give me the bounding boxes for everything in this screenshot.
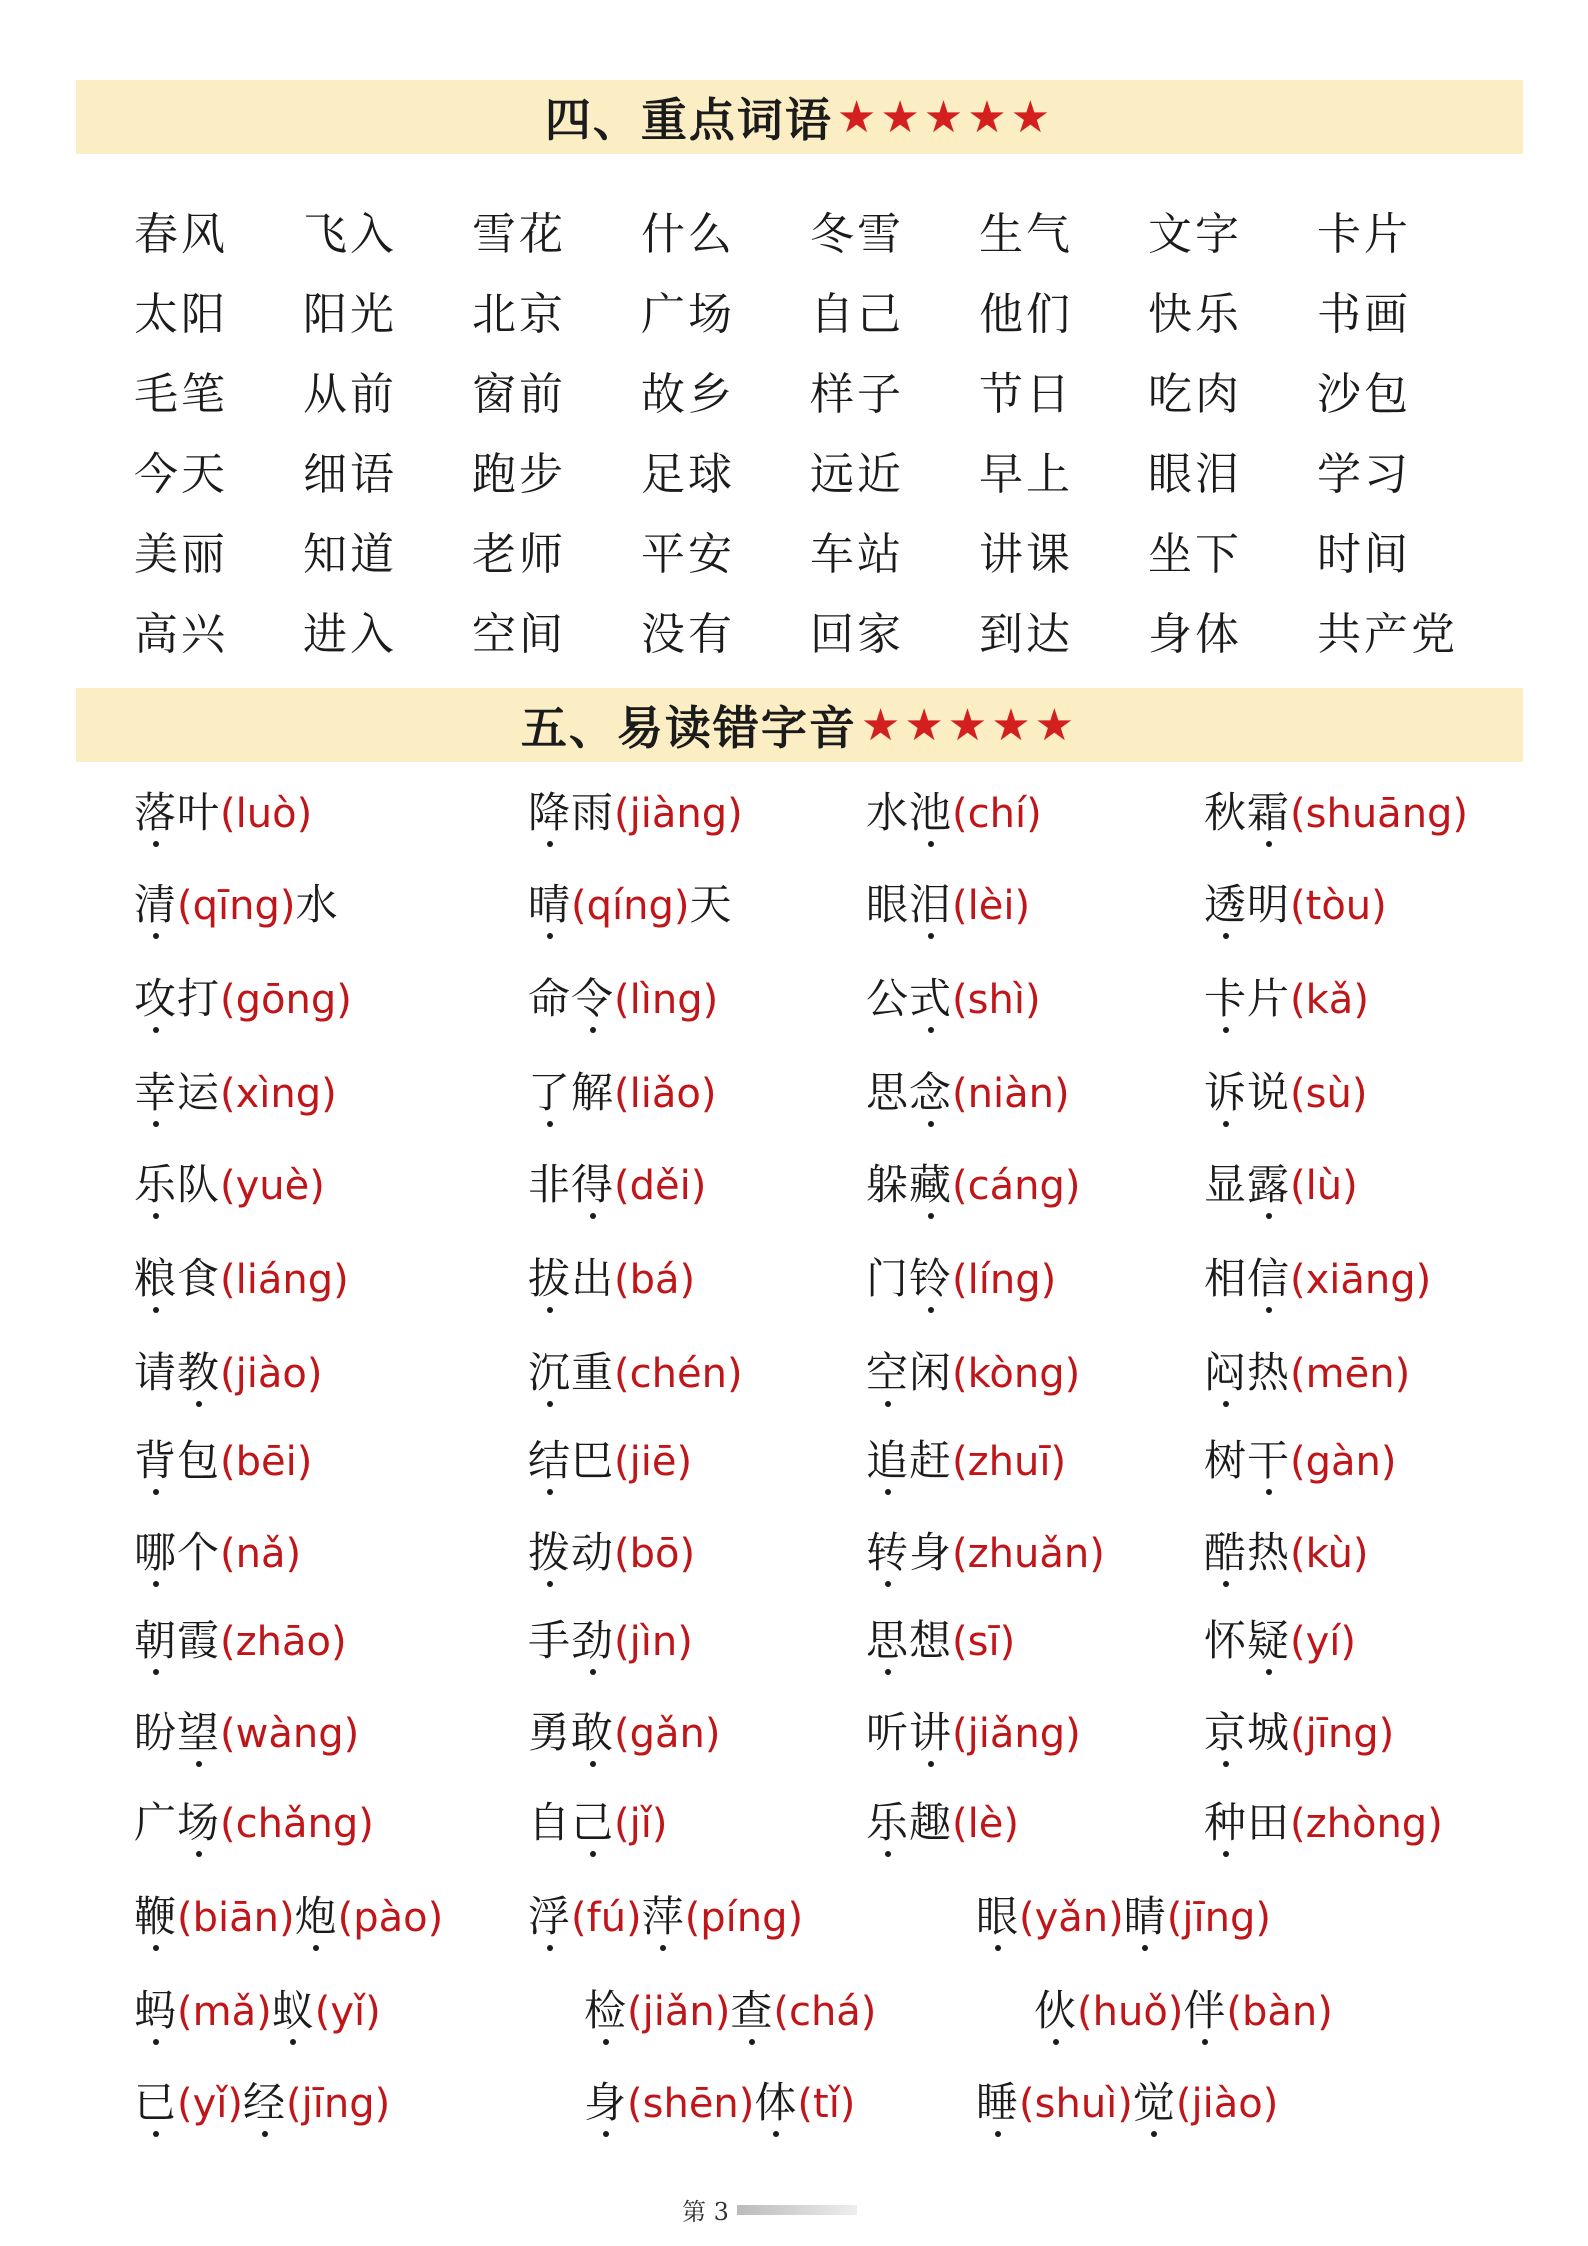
pronunciation-entry: [1204, 966, 1369, 1026]
section5-rating-stars: ★★★★★: [860, 699, 1079, 751]
character: 显: [1204, 1160, 1248, 1209]
character: 个: [177, 1528, 221, 1577]
vocab-word: 平安: [641, 529, 735, 580]
vocab-word: 冬雪: [810, 209, 904, 260]
pinyin: (chén): [614, 1351, 743, 1397]
pinyin: (cáng): [952, 1163, 1081, 1209]
pronunciation-entry: [1204, 1790, 1443, 1850]
marked-character: 种: [1204, 1798, 1248, 1847]
pronunciation-entry: [528, 1790, 667, 1850]
pronunciation-entry: [134, 1790, 374, 1850]
pinyin: (xiāng): [1290, 1257, 1432, 1303]
marked-character: 卡: [1204, 974, 1248, 1023]
marked-character: 池: [909, 788, 953, 837]
pronunciation-entry: [1204, 780, 1468, 840]
pronunciation-entry: [134, 872, 339, 932]
vocab-word: 吃肉: [1148, 369, 1242, 420]
vocab-word: 毛笔: [134, 369, 228, 420]
pronunciation-entry: [1204, 1246, 1431, 1306]
marked-character: 清: [134, 880, 178, 929]
pronunciation-entry: [1204, 1608, 1356, 1668]
pronunciation-entry: [528, 1060, 716, 1120]
vocab-word: 沙包: [1317, 369, 1411, 420]
marked-character: 乐: [134, 1160, 178, 1209]
pronunciation-entry: [528, 1520, 695, 1580]
marked-character: 诉: [1204, 1068, 1248, 1117]
pinyin: (bàn): [1226, 1989, 1333, 2035]
marked-character: 拔: [528, 1254, 572, 1303]
marked-character: 检: [584, 1986, 628, 2035]
pronunciation-entry: [528, 1428, 692, 1488]
vocab-word: 太阳: [134, 289, 228, 340]
character: 闲: [909, 1348, 953, 1397]
pronunciation-entry: [134, 1340, 322, 1400]
marked-character: 结: [528, 1436, 572, 1485]
vocab-word: 他们: [979, 289, 1073, 340]
pinyin: (yǐ): [314, 1989, 381, 2035]
character: 盼: [134, 1708, 178, 1757]
pronunciation-entry: [134, 1608, 347, 1668]
pronunciation-entry: [528, 1340, 743, 1400]
marked-character: 落: [134, 788, 178, 837]
vocab-word: 老师: [472, 529, 566, 580]
character: 自: [528, 1798, 572, 1847]
pinyin: (yǐ): [177, 2081, 244, 2127]
pinyin: (niàn): [952, 1071, 1070, 1117]
marked-character: 了: [528, 1068, 572, 1117]
marked-character: 朝: [134, 1616, 178, 1665]
pinyin: (jiào): [1175, 2081, 1279, 2127]
marked-character: 粮: [134, 1254, 178, 1303]
pronunciation-entry: [976, 1884, 1271, 1944]
marked-character: 劲: [571, 1616, 615, 1665]
marked-character: 泪: [909, 880, 953, 929]
pinyin: (chá): [773, 1989, 877, 2035]
vocab-word: 阳光: [303, 289, 397, 340]
vocab-word: 书画: [1317, 289, 1411, 340]
marked-character: 眼: [976, 1892, 1020, 1941]
vocab-word: 样子: [810, 369, 904, 420]
marked-character: 干: [1247, 1436, 1291, 1485]
pinyin: (fú): [571, 1895, 642, 1941]
pinyin: (pào): [337, 1895, 444, 1941]
pronunciation-entry: [528, 1700, 721, 1760]
pinyin: (shuì): [1019, 2081, 1133, 2127]
pinyin: (shuāng): [1290, 791, 1469, 837]
pinyin: (gǎn): [614, 1711, 721, 1757]
pronunciation-entry: [866, 1700, 1081, 1760]
character: 趣: [909, 1798, 953, 1847]
marked-character: 露: [1247, 1160, 1291, 1209]
pinyin: (jiǎng): [952, 1711, 1081, 1757]
marked-character: 空: [866, 1348, 910, 1397]
character: 城: [1247, 1708, 1291, 1757]
marked-character: 经: [243, 2078, 287, 2127]
marked-character: 查: [730, 1986, 774, 2035]
pronunciation-entry: [134, 1884, 443, 1944]
page-footer: [682, 2192, 857, 2227]
pronunciation-entry: [1034, 1978, 1333, 2038]
marked-character: 睛: [1123, 1892, 1167, 1941]
vocab-word: 回家: [810, 609, 904, 660]
section4-title: 四、重点词语: [544, 93, 833, 147]
pinyin: (qīng): [177, 883, 296, 929]
vocab-word: 身体: [1148, 609, 1242, 660]
marked-character: 哪: [134, 1528, 178, 1577]
pronunciation-entry: [866, 1060, 1070, 1120]
pinyin: (líng): [952, 1257, 1057, 1303]
pinyin: (sù): [1290, 1071, 1368, 1117]
marked-character: 蚂: [134, 1986, 178, 2035]
marked-character: 背: [134, 1436, 178, 1485]
pinyin: (zhuī): [952, 1439, 1067, 1485]
marked-character: 鞭: [134, 1892, 178, 1941]
character: 解: [571, 1068, 615, 1117]
character: 听: [866, 1708, 910, 1757]
pronunciation-entry: [134, 1152, 325, 1212]
marked-character: 攻: [134, 974, 178, 1023]
character: 勇: [528, 1708, 572, 1757]
marked-character: 身: [584, 2078, 628, 2127]
marked-character: 望: [177, 1708, 221, 1757]
character: 相: [1204, 1254, 1248, 1303]
footer-bar: [737, 2205, 857, 2215]
marked-character: 教: [177, 1348, 221, 1397]
pronunciation-entry: [866, 1790, 1019, 1850]
pronunciation-entry: [866, 1428, 1066, 1488]
vocab-word: 远近: [810, 449, 904, 500]
vocab-word: 春风: [134, 209, 228, 260]
character: 叶: [177, 788, 221, 837]
marked-character: 沉: [528, 1348, 572, 1397]
marked-character: 式: [909, 974, 953, 1023]
vocab-word: 没有: [641, 609, 735, 660]
marked-character: 幸: [134, 1068, 178, 1117]
pinyin: (yǎn): [1019, 1895, 1124, 1941]
pinyin: (chǎng): [220, 1801, 374, 1847]
vocab-word: 故乡: [641, 369, 735, 420]
pronunciation-entry: [134, 2070, 390, 2130]
pinyin: (liáng): [220, 1257, 349, 1303]
marked-character: 乐: [866, 1798, 910, 1847]
pinyin: (jìn): [614, 1619, 693, 1665]
vocab-word: 卡片: [1317, 209, 1411, 260]
marked-character: 得: [571, 1160, 615, 1209]
character: 想: [909, 1616, 953, 1665]
character: 怀: [1204, 1616, 1248, 1665]
pronunciation-entry: [1204, 1428, 1397, 1488]
marked-character: 睡: [976, 2078, 1020, 2127]
character: 霞: [177, 1616, 221, 1665]
vocab-word: 细语: [303, 449, 397, 500]
vocab-word: 什么: [641, 209, 735, 260]
pronunciation-entry: [528, 1246, 695, 1306]
character: 身: [909, 1528, 953, 1577]
pinyin: (kǎ): [1290, 977, 1369, 1023]
marked-character: 透: [1204, 880, 1248, 929]
character: 重: [571, 1348, 615, 1397]
character: 公: [866, 974, 910, 1023]
character: 非: [528, 1160, 572, 1209]
pinyin: (shēn): [627, 2081, 755, 2127]
marked-character: 浮: [528, 1892, 572, 1941]
pronunciation-entry: [134, 1428, 312, 1488]
pronunciation-entry: [528, 1884, 803, 1944]
marked-character: 场: [177, 1798, 221, 1847]
vocab-word: 雪花: [472, 209, 566, 260]
marked-character: 敢: [571, 1708, 615, 1757]
marked-character: 萍: [641, 1892, 685, 1941]
vocab-word: 足球: [641, 449, 735, 500]
character: 门: [866, 1254, 910, 1303]
character: 田: [1247, 1798, 1291, 1847]
character: 打: [177, 974, 221, 1023]
vocab-word: 早上: [979, 449, 1073, 500]
pinyin: (jīng): [286, 2081, 391, 2127]
pinyin: (děi): [614, 1163, 707, 1209]
vocab-word: 窗前: [472, 369, 566, 420]
vocab-word: 空间: [472, 609, 566, 660]
pinyin: (biān): [177, 1895, 295, 1941]
pronunciation-entry: [528, 966, 718, 1026]
pinyin: (bá): [614, 1257, 696, 1303]
pinyin: (huǒ): [1077, 1989, 1184, 2035]
pronunciation-entry: [134, 1978, 381, 2038]
marked-character: 疑: [1247, 1616, 1291, 1665]
pinyin: (nǎ): [220, 1531, 302, 1577]
character: 躲: [866, 1160, 910, 1209]
character: 巴: [571, 1436, 615, 1485]
pinyin: (shì): [952, 977, 1041, 1023]
marked-character: 炮: [294, 1892, 338, 1941]
pinyin: (kòng): [952, 1351, 1081, 1397]
pinyin: (zhòng): [1290, 1801, 1443, 1847]
vocab-word: 共产党: [1317, 609, 1458, 660]
vocab-word: 广场: [641, 289, 735, 340]
section4-rating-stars: ★★★★★: [836, 91, 1055, 143]
pronunciation-entry: [528, 780, 743, 840]
marked-character: 酷: [1204, 1528, 1248, 1577]
marked-character: 拨: [528, 1528, 572, 1577]
pinyin: (jīng): [1290, 1711, 1395, 1757]
pinyin: (kù): [1290, 1531, 1369, 1577]
pinyin: (mǎ): [177, 1989, 272, 2035]
vocab-word: 进入: [303, 609, 397, 660]
marked-character: 霜: [1247, 788, 1291, 837]
vocab-word: 时间: [1317, 529, 1411, 580]
character: 思: [866, 1068, 910, 1117]
character: 水: [295, 880, 339, 929]
pinyin: (gàn): [1290, 1439, 1397, 1485]
pronunciation-entry: [1204, 1340, 1410, 1400]
pinyin: (lè): [952, 1801, 1019, 1847]
character: 赶: [909, 1436, 953, 1485]
vocab-word: 文字: [1148, 209, 1242, 260]
marked-character: 讲: [909, 1708, 953, 1757]
character: 广: [134, 1798, 178, 1847]
pronunciation-entry: [584, 1978, 876, 2038]
pronunciation-entry: [1204, 872, 1387, 932]
character: 说: [1247, 1068, 1291, 1117]
vocab-word: 北京: [472, 289, 566, 340]
pronunciation-entry: [134, 780, 312, 840]
marked-character: 信: [1247, 1254, 1291, 1303]
pinyin: (yuè): [220, 1163, 325, 1209]
pronunciation-entry: [866, 1520, 1105, 1580]
pinyin: (píng): [684, 1895, 804, 1941]
pinyin: (jīng): [1166, 1895, 1271, 1941]
marked-character: 晴: [528, 880, 572, 929]
vocab-word: 跑步: [472, 449, 566, 500]
vocab-word: 车站: [810, 529, 904, 580]
pinyin: (xìng): [220, 1071, 337, 1117]
marked-character: 觉: [1132, 2078, 1176, 2127]
pinyin: (tòu): [1290, 883, 1387, 929]
character: 请: [134, 1348, 178, 1397]
marked-character: 体: [754, 2078, 798, 2127]
character: 命: [528, 974, 572, 1023]
vocab-word: 学习: [1317, 449, 1411, 500]
pinyin: (jiàng): [614, 791, 743, 837]
pinyin: (bō): [614, 1531, 696, 1577]
character: 树: [1204, 1436, 1248, 1485]
character: 包: [177, 1436, 221, 1485]
marked-character: 己: [571, 1798, 615, 1847]
pronunciation-entry: [134, 1246, 349, 1306]
pronunciation-entry: [134, 1700, 359, 1760]
character: 热: [1247, 1528, 1291, 1577]
pronunciation-entry: [866, 1246, 1056, 1306]
vocab-word: 高兴: [134, 609, 228, 660]
vocab-word: 自己: [810, 289, 904, 340]
character: 秋: [1204, 788, 1248, 837]
pronunciation-entry: [866, 966, 1041, 1026]
pronunciation-entry: [1204, 1700, 1394, 1760]
character: 出: [571, 1254, 615, 1303]
pinyin: (yí): [1290, 1619, 1357, 1665]
marked-character: 藏: [909, 1160, 953, 1209]
marked-character: 伴: [1183, 1986, 1227, 2035]
pinyin: (wàng): [220, 1711, 360, 1757]
marked-character: 念: [909, 1068, 953, 1117]
marked-character: 蚁: [271, 1986, 315, 2035]
marked-character: 令: [571, 974, 615, 1023]
character: 动: [571, 1528, 615, 1577]
character: 队: [177, 1160, 221, 1209]
vocab-word: 快乐: [1148, 289, 1242, 340]
marked-character: 思: [866, 1616, 910, 1665]
pronunciation-entry: [1204, 1520, 1369, 1580]
marked-character: 追: [866, 1436, 910, 1485]
pinyin: (lìng): [614, 977, 719, 1023]
vocab-word: 讲课: [979, 529, 1073, 580]
character: 食: [177, 1254, 221, 1303]
pinyin: (mēn): [1290, 1351, 1411, 1397]
marked-character: 伙: [1034, 1986, 1078, 2035]
marked-character: 转: [866, 1528, 910, 1577]
pronunciation-entry: [1204, 1060, 1367, 1120]
pronunciation-entry: [866, 1608, 1015, 1668]
character: 天: [689, 880, 733, 929]
pronunciation-entry: [134, 1520, 301, 1580]
pronunciation-entry: [1204, 1152, 1358, 1212]
marked-character: 铃: [909, 1254, 953, 1303]
page-number: 第 3: [682, 2198, 729, 2226]
character: 片: [1247, 974, 1291, 1023]
pinyin: (zhuǎn): [952, 1531, 1105, 1577]
pinyin: (chí): [952, 791, 1042, 837]
pinyin: (luò): [220, 791, 313, 837]
vocab-word: 节日: [979, 369, 1073, 420]
pinyin: (gōng): [220, 977, 352, 1023]
character: 热: [1247, 1348, 1291, 1397]
pronunciation-entry: [866, 872, 1030, 932]
vocab-word: 到达: [979, 609, 1073, 660]
pinyin: (bēi): [220, 1439, 313, 1485]
marked-character: 闷: [1204, 1348, 1248, 1397]
character: 眼: [866, 880, 910, 929]
pinyin: (liǎo): [614, 1071, 717, 1117]
pinyin: (jiē): [614, 1439, 693, 1485]
vocab-word: 飞入: [303, 209, 397, 260]
pinyin: (jǐ): [614, 1801, 668, 1847]
pronunciation-entry: [584, 2070, 855, 2130]
character: 水: [866, 788, 910, 837]
pronunciation-entry: [528, 872, 733, 932]
character: 明: [1247, 880, 1291, 929]
section5-title: 五、易读错字音: [520, 701, 857, 755]
vocab-word: 今天: [134, 449, 228, 500]
marked-character: 京: [1204, 1708, 1248, 1757]
pinyin: (zhāo): [220, 1619, 347, 1665]
pinyin: (sī): [952, 1619, 1016, 1665]
vocab-word: 从前: [303, 369, 397, 420]
pronunciation-entry: [528, 1608, 693, 1668]
vocab-word: 坐下: [1148, 529, 1242, 580]
marked-character: 已: [134, 2078, 178, 2127]
pronunciation-entry: [866, 1340, 1080, 1400]
pinyin: (qíng): [571, 883, 690, 929]
pinyin: (lù): [1290, 1163, 1358, 1209]
vocab-word: 眼泪: [1148, 449, 1242, 500]
pinyin: (tǐ): [797, 2081, 856, 2127]
pinyin: (lèi): [952, 883, 1031, 929]
pronunciation-entry: [976, 2070, 1278, 2130]
pronunciation-entry: [528, 1152, 706, 1212]
vocab-word: 生气: [979, 209, 1073, 260]
pronunciation-entry: [866, 780, 1042, 840]
pinyin: (jiǎn): [627, 1989, 731, 2035]
pinyin: (jiào): [220, 1351, 323, 1397]
pronunciation-entry: [134, 1060, 337, 1120]
character: 雨: [571, 788, 615, 837]
pronunciation-entry: [134, 966, 352, 1026]
character: 手: [528, 1616, 572, 1665]
vocab-word: 美丽: [134, 529, 228, 580]
marked-character: 降: [528, 788, 572, 837]
vocab-word: 知道: [303, 529, 397, 580]
character: 运: [177, 1068, 221, 1117]
pronunciation-entry: [866, 1152, 1081, 1212]
